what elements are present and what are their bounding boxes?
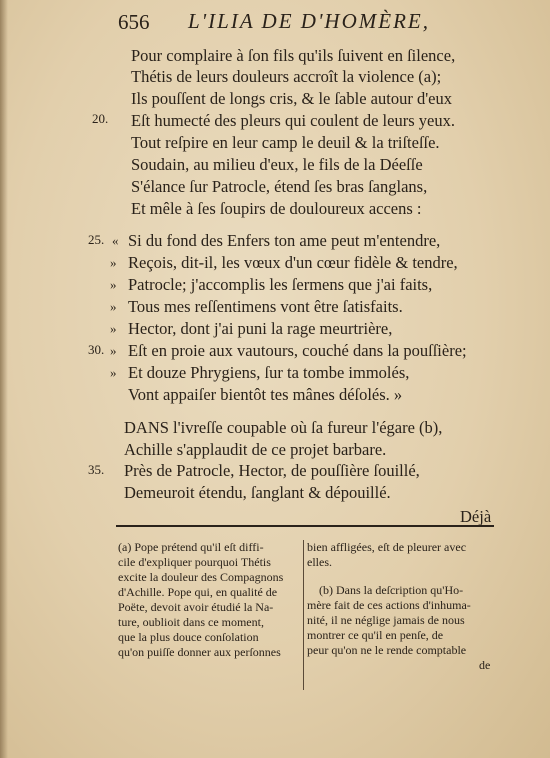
verse-line: Patrocle; j'accomplis les ſermens que j'ai faits,	[128, 275, 433, 294]
catchword: Déjà	[460, 507, 492, 526]
footnote-line: excite la douleur des Compagnons	[118, 570, 284, 584]
verse-line: DANS l'ivreſſe coupable où ſa fureur l'égare (b),	[124, 418, 443, 437]
footnote-line: peur qu'on ne le rende comptable	[307, 643, 467, 657]
footnote-column-divider	[303, 540, 304, 690]
quote-mark: »	[110, 255, 117, 270]
verse-line: Vont appaiſer bientôt tes mânes déſolés. »	[128, 385, 403, 404]
verse-line: Pour complaire à ſon fils qu'ils ſuivent en ſilence,	[131, 46, 456, 65]
line-number: 20.	[92, 111, 109, 126]
line-number: 30.	[88, 342, 105, 357]
footnote-line: bien affligées, eſt de pleurer avec	[307, 540, 467, 554]
quote-mark: »	[110, 343, 117, 358]
verse-line: S'élance ſur Patrocle, étend ſes bras ſanglans,	[131, 177, 428, 196]
verse-line: Tous mes reſſentimens vont être ſatisfaits.	[128, 297, 403, 316]
verse-line: Soudain, au milieu d'eux, le fils de la Déeſſe	[131, 155, 423, 174]
verse-line: Près de Patrocle, Hector, de pouſſière ſouillé,	[124, 461, 420, 480]
verse-line: Ils pouſſent de longs cris, & le ſable autour d'eux	[131, 89, 452, 108]
page-number: 656	[118, 10, 150, 34]
footnote-line: ture, oublioit dans ce moment,	[118, 615, 264, 629]
footnote-line: elles.	[307, 555, 332, 569]
line-number: 25.	[88, 232, 105, 247]
quote-mark: «	[112, 233, 119, 248]
quote-mark: »	[110, 321, 117, 336]
line-number: 35.	[88, 462, 105, 477]
footnote-line: que la plus douce conſolation	[118, 630, 259, 644]
footnote-line: mère fait de ces actions d'inhuma-	[307, 598, 471, 612]
verse-line: Eſt en proie aux vautours, couché dans la pouſſière;	[128, 341, 467, 360]
verse-line: Reçois, dit-il, les vœux d'un cœur fidèle & tendre,	[128, 253, 458, 272]
footnote-line: d'Achille. Pope qui, en qualité de	[118, 585, 278, 599]
verse-line: Hector, dont j'ai puni la rage meurtrière,	[128, 319, 393, 338]
quote-mark: »	[110, 277, 117, 292]
verse-line: Eſt humecté des pleurs qui coulent de leurs yeux.	[131, 111, 455, 130]
verse-line: Tout reſpire en leur camp le deuil & la triſteſſe.	[131, 133, 440, 152]
page-edge-shadow	[0, 0, 8, 758]
footnote-line: qu'on puiſſe donner aux perſonnes	[118, 645, 281, 659]
footnote-catchword: de	[479, 658, 491, 672]
verse-line: Demeuroit étendu, ſanglant & dépouillé.	[124, 483, 391, 502]
footnote-rule	[116, 525, 494, 527]
footnote-line: (a) Pope prétend qu'il eſt diffi-	[118, 540, 264, 554]
verse-line: Et mêle à ſes ſoupirs de douloureux accens :	[131, 199, 422, 218]
footnote-line: Poëte, devoit avoir étudié la Na-	[118, 600, 274, 614]
running-title: L'ILIA DE D'HOMÈRE,	[188, 9, 430, 33]
verse-line: Et douze Phrygiens, ſur ta tombe immolés,	[128, 363, 410, 382]
footnote-line: nité, il ne néglige jamais de nous	[307, 613, 465, 627]
quote-mark: »	[110, 365, 117, 380]
verse-line: Achille s'applaudit de ce projet barbare.	[124, 440, 387, 459]
verse-line: Si du fond des Enfers ton ame peut m'entendre,	[128, 231, 441, 250]
footnote-line: cile d'expliquer pourquoi Thétis	[118, 555, 271, 569]
footnote-line: (b) Dans la deſcription qu'Ho-	[319, 583, 464, 597]
footnote-line: montrer ce qu'il en penſe, de	[307, 628, 444, 642]
quote-mark: »	[110, 299, 117, 314]
verse-line: Thétis de leurs douleurs accroît la violence (a);	[131, 67, 442, 86]
